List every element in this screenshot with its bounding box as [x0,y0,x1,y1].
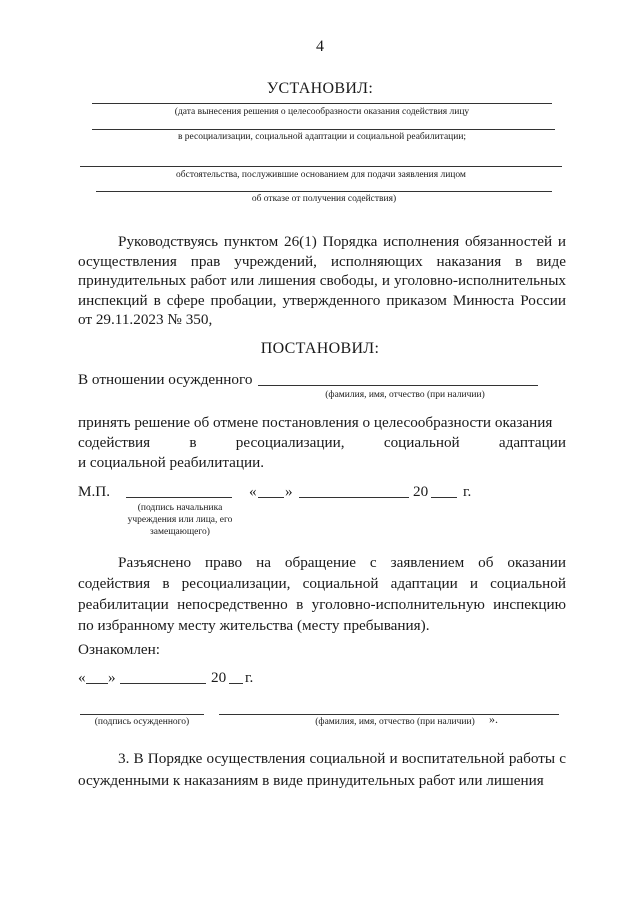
acquainted-label: Ознакомлен: [78,641,161,658]
acq-month-line [120,683,206,684]
closing-mark: ». [489,712,498,726]
signature-line-chief [126,497,232,498]
decision-line-3: и социальной реабилитации. [78,454,265,471]
convict-name-caption: (фамилия, имя, отчество (при наличии) [325,390,485,400]
date-day-line [258,497,284,498]
convict-fullname-caption: (фамилия, имя, отчество (при наличии) [315,717,475,727]
caption-decision-date: (дата вынесения решения о целесообразности оказания содействия лицу [174,107,470,117]
acq-day-line [86,683,108,684]
acq-year-prefix: 20 [211,669,227,686]
heading-resolved: ПОСТАНОВИЛ: [260,340,380,357]
blank-line-refusal [96,191,552,192]
decision-word: содействия [78,434,151,451]
date-quote-open: « [249,483,257,500]
date-year-prefix: 20 [413,483,429,500]
convict-name-line [258,385,538,386]
convict-signature-line [80,714,204,715]
blank-line-circumstances [80,166,562,167]
blank-line-date [92,103,552,104]
blank-line-resocialization [92,129,555,130]
acq-quote-close: » [108,669,116,686]
section3-paragraph: 3. В Порядке осуществления социальной и воспитательной работы с осужденными к наказаниям в виде принудительных работ или лишения [78,750,566,789]
convict-label: В отношении осужденного [78,371,253,388]
date-quote-close: » [285,483,293,500]
stamp-mp: М.П. [78,483,111,500]
decision-word: ресоциализации, [235,434,345,451]
guided-paragraph: Руководствуясь пунктом 26(1) Порядка исполнения обязанностей и осуществления прав учреждений, исполняющих наказания в виде принудительных работ или лишения свободы, и уголовно-исполнительных инспекций в сфере пробации, утвержденного приказом Минюста России от 29.11.2023 № 350, [78,233,566,328]
acq-year-line [229,683,243,684]
decision-line-1: принять решение об отмене постановления о целесообразности оказания [78,414,553,431]
decision-word: в [189,434,197,451]
decision-line-2 [78,434,566,452]
caption-resocialization: в ресоциализации, социальной адаптации и социальной реабилитации; [177,132,467,142]
date-year-suffix: г. [463,483,472,500]
caption-refusal: об отказе от получения содействия) [251,194,397,204]
convict-signature-caption: (подпись осужденного) [94,717,190,727]
page-number: 4 [316,38,324,55]
convict-fullname-line [219,714,559,715]
decision-word: социальной [383,434,460,451]
caption-circumstances: обстоятельства, послужившие основанием для подачи заявления лицом [176,170,466,180]
decision-word: адаптации [498,434,566,451]
date-year-line [431,497,457,498]
acq-year-suffix: г. [245,669,254,686]
chief-signature-caption: (подпись начальника учреждения или лица, его замещающего) [127,503,233,537]
acq-quote-open: « [78,669,86,686]
explained-paragraph: Разъяснено право на обращение с заявлением об оказании содействия в ресоциализации, социальной адаптации и социальной реабилитации непосредственно в уголовно-исполнительную инспекцию по избранному месту жительства (месту пребывания). [78,554,566,634]
date-month-line [299,497,409,498]
heading-established: УСТАНОВИЛ: [266,80,374,97]
